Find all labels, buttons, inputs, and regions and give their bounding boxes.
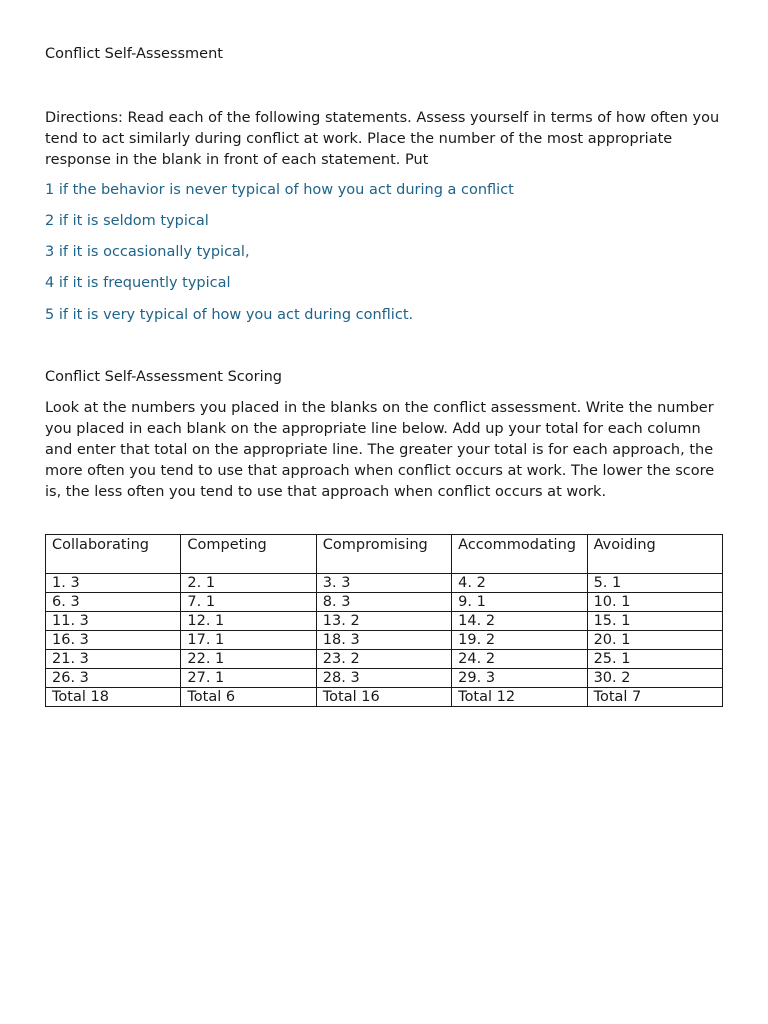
- table-cell: 13. 2: [316, 612, 451, 631]
- table-cell: 11. 3: [46, 612, 181, 631]
- document-title: Conflict Self-Assessment: [45, 46, 223, 62]
- table-row: [46, 574, 723, 593]
- table-totals-row: [46, 688, 723, 707]
- table-row: [46, 631, 723, 650]
- table-row: [46, 612, 723, 631]
- table-cell: 4. 2: [452, 574, 587, 593]
- table-cell: 26. 3: [46, 669, 181, 688]
- table-cell: 22. 1: [181, 650, 316, 669]
- table-row: [46, 650, 723, 669]
- table-header-row: [46, 535, 723, 574]
- scale-item-3: 3 if it is occasionally typical,: [45, 244, 250, 260]
- total-competing: Total 6: [181, 688, 316, 707]
- table-cell: 5. 1: [587, 574, 722, 593]
- table-cell: 3. 3: [316, 574, 451, 593]
- table-cell: 18. 3: [316, 631, 451, 650]
- table-row: [46, 669, 723, 688]
- scoring-title: Conflict Self-Assessment Scoring: [45, 369, 283, 385]
- table-cell: 7. 1: [181, 593, 316, 612]
- total-collaborating: Total 18: [46, 688, 181, 707]
- table-cell: 9. 1: [452, 593, 587, 612]
- directions-paragraph: Directions: Read each of the following statements. Assess yourself in terms of how often you tend to act similarly during conflict at work. Place the number of the most appropriate response in the blank in front of each statement. Put: [45, 110, 720, 168]
- header-avoiding: Avoiding: [587, 535, 722, 574]
- table-cell: 17. 1: [181, 631, 316, 650]
- scale-item-4: 4 if it is frequently typical: [45, 275, 231, 291]
- table-cell: 29. 3: [452, 669, 587, 688]
- table-cell: 30. 2: [587, 669, 722, 688]
- table-cell: 10. 1: [587, 593, 722, 612]
- table-cell: 24. 2: [452, 650, 587, 669]
- table-cell: 23. 2: [316, 650, 451, 669]
- scale-item-1: 1 if the behavior is never typical of how you act during a conflict: [45, 182, 514, 198]
- header-accommodating: Accommodating: [452, 535, 587, 574]
- total-avoiding: Total 7: [587, 688, 722, 707]
- table-cell: 19. 2: [452, 631, 587, 650]
- header-collaborating: Collaborating: [46, 535, 181, 574]
- scoring-table: [45, 534, 723, 707]
- header-competing: Competing: [181, 535, 316, 574]
- table-cell: 20. 1: [587, 631, 722, 650]
- table-cell: 21. 3: [46, 650, 181, 669]
- table-cell: 16. 3: [46, 631, 181, 650]
- table-cell: 28. 3: [316, 669, 451, 688]
- scale-item-2: 2 if it is seldom typical: [45, 213, 209, 229]
- scoring-paragraph: Look at the numbers you placed in the blanks on the conflict assessment. Write the number you placed in each blank on the appropriate line below. Add up your total for each column and enter that total on the appropriate line. The greater your total is for each approach, the more often you tend to use that approach when conflict occurs at work. The lower the score is, the less often you tend to use that approach when conflict occurs at work.: [45, 400, 715, 500]
- table-cell: 2. 1: [181, 574, 316, 593]
- table-cell: 27. 1: [181, 669, 316, 688]
- table-cell: 12. 1: [181, 612, 316, 631]
- total-accommodating: Total 12: [452, 688, 587, 707]
- table-cell: 1. 3: [46, 574, 181, 593]
- table-row: [46, 593, 723, 612]
- table-cell: 25. 1: [587, 650, 722, 669]
- table-cell: 6. 3: [46, 593, 181, 612]
- header-compromising: Compromising: [316, 535, 451, 574]
- total-compromising: Total 16: [316, 688, 451, 707]
- table-cell: 14. 2: [452, 612, 587, 631]
- table-cell: 15. 1: [587, 612, 722, 631]
- scale-item-5: 5 if it is very typical of how you act during conflict.: [45, 307, 414, 323]
- table-cell: 8. 3: [316, 593, 451, 612]
